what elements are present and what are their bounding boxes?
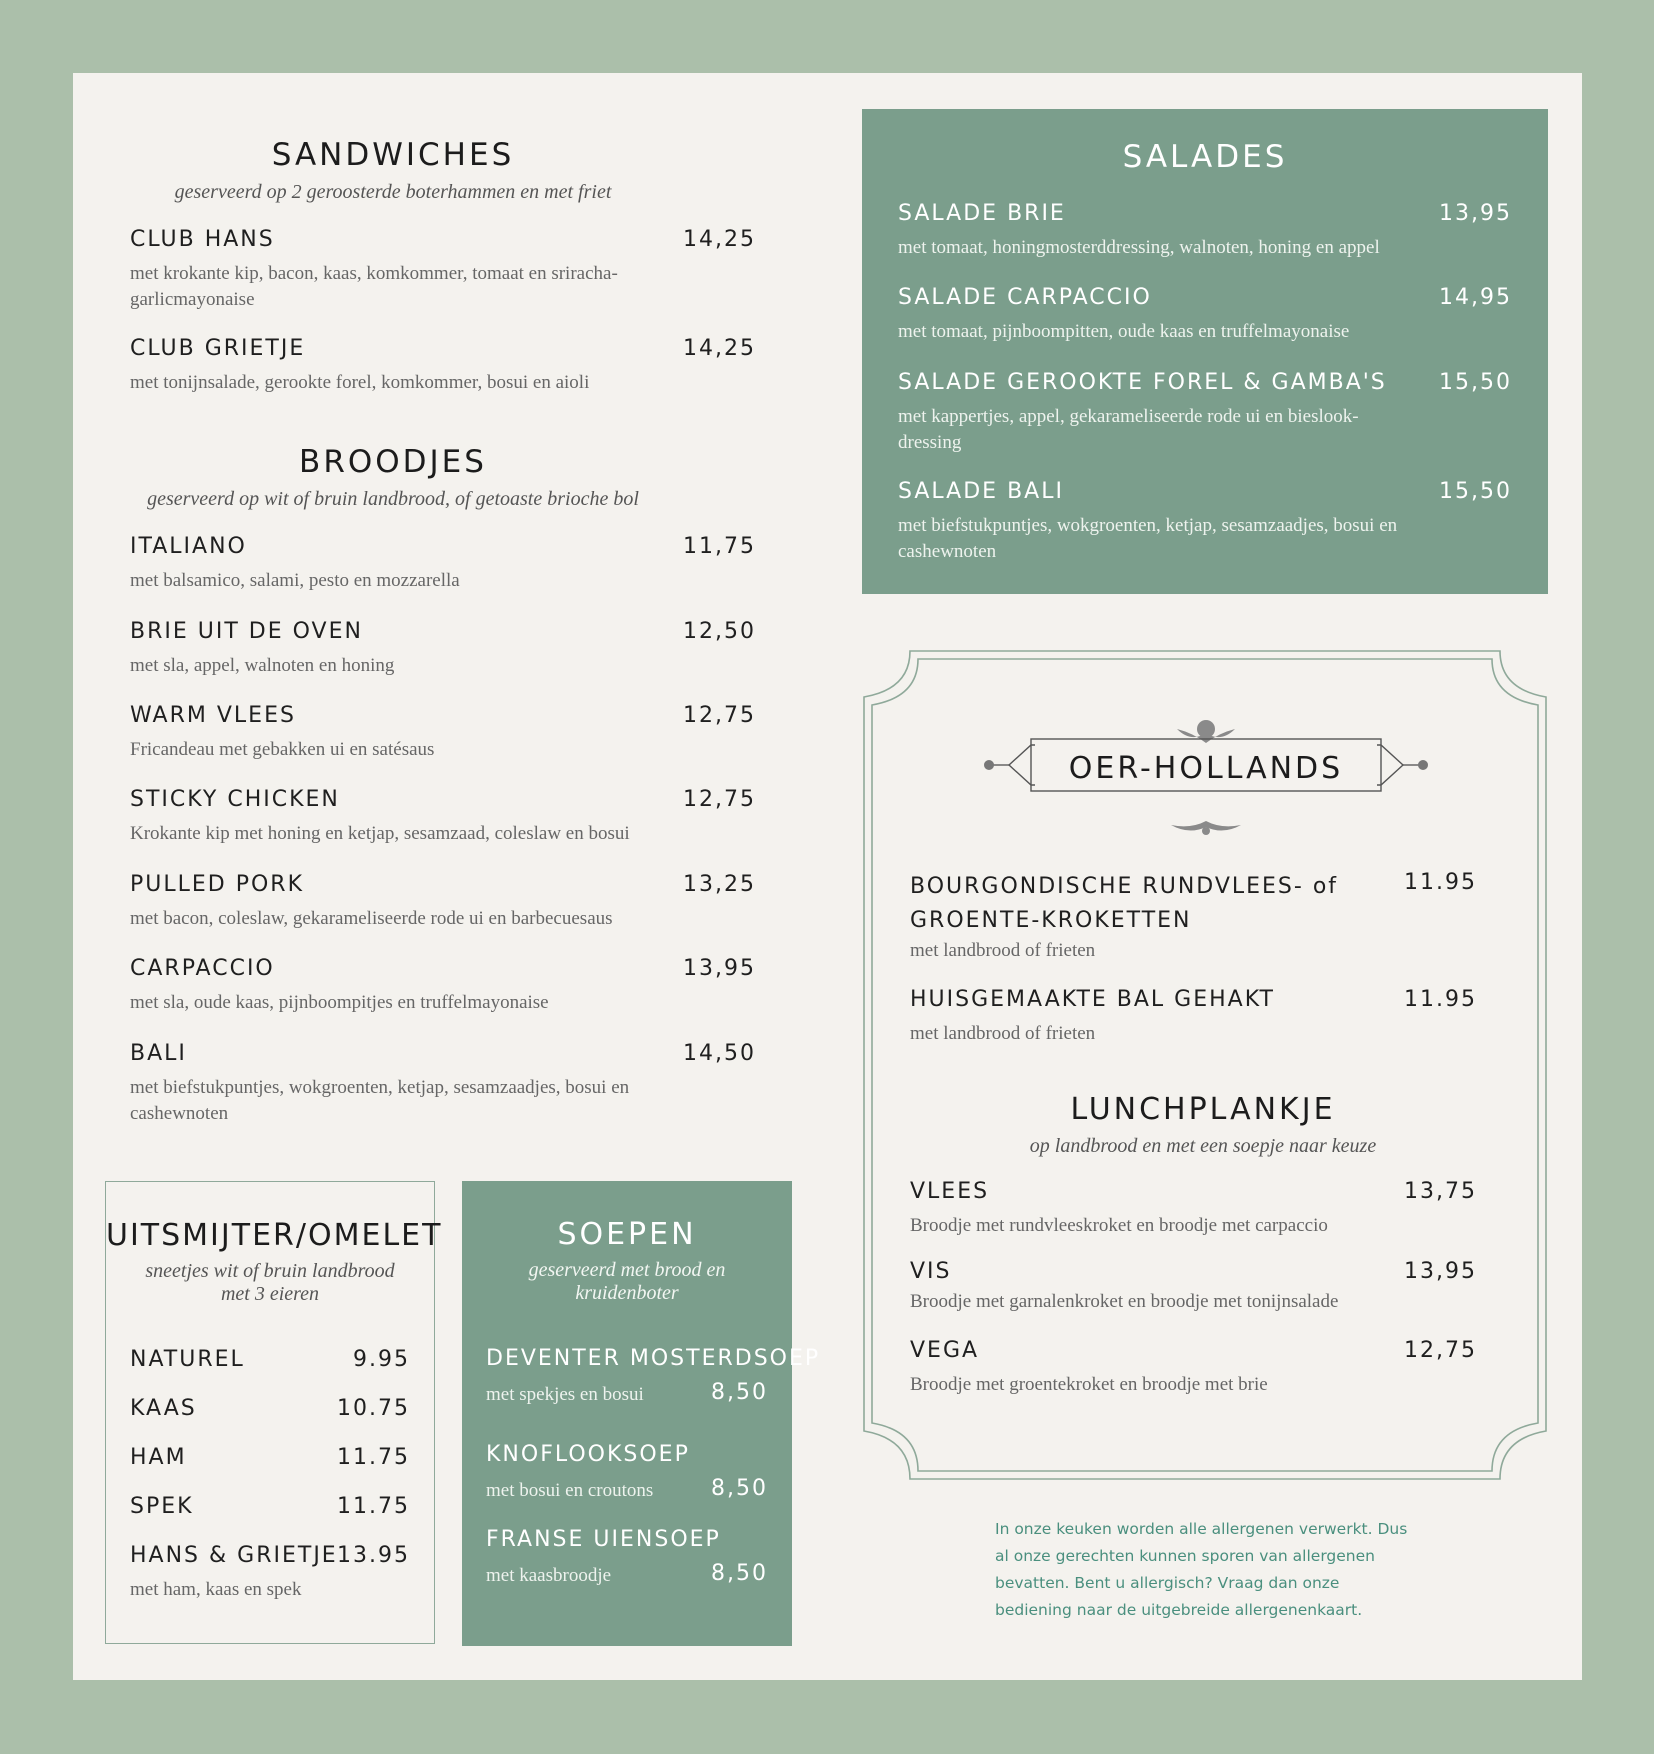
item-name: DEVENTER MOSTERDSOEP bbox=[486, 1346, 821, 1371]
item-name: HUISGEMAAKTE BAL GEHAKT bbox=[910, 987, 1275, 1012]
item-name: SALADE BALI bbox=[898, 479, 1064, 504]
item-price: 15,50 bbox=[1439, 370, 1512, 395]
item-name: FRANSE UIENSOEP bbox=[486, 1527, 721, 1552]
salades-panel bbox=[862, 109, 1548, 594]
item-description: met bosui en croutons bbox=[486, 1480, 654, 1501]
item-name: SALADE GEROOKTE FOREL & GAMBA'S bbox=[898, 370, 1387, 395]
soepen-panel bbox=[462, 1181, 821, 1646]
item-price: 8,50 bbox=[711, 1561, 768, 1586]
item-name: VEGA bbox=[910, 1338, 980, 1363]
item-description: met biefstukpuntjes, wokgroenten, ketjap, sesamzaadjes, bosui en cashewnoten bbox=[130, 1077, 630, 1124]
broodjes-title: BROODJES bbox=[299, 444, 487, 480]
item-price: 14,25 bbox=[683, 227, 756, 252]
item-price: 9.95 bbox=[353, 1347, 410, 1372]
item-price: 13,25 bbox=[683, 872, 756, 897]
item-description: met balsamico, salami, pesto en mozzarella bbox=[130, 570, 460, 591]
uitsmijter-box bbox=[105, 1181, 443, 1644]
item-description: met sla, appel, walnoten en honing bbox=[130, 655, 395, 676]
sandwiches-title: SANDWICHES bbox=[271, 137, 515, 173]
sandwiches-subtitle: geserveerd op 2 geroosterde boterhammen en met friet bbox=[174, 181, 612, 203]
soepen-subtitle: geserveerd met brood en kruidenboter bbox=[528, 1259, 726, 1304]
allergy-note: In onze keuken worden alle allergenen verwerkt. Dus al onze gerechten kunnen sporen van allergenen bevatten. Bent u allergisch? Vraag dan onze bediening naar de uitgebreide allergenenkaart. bbox=[995, 1520, 1408, 1619]
item-name: VLEES bbox=[910, 1179, 990, 1204]
item-name: VIS bbox=[910, 1259, 952, 1284]
item-description: Broodje met groentekroket en broodje met brie bbox=[910, 1374, 1268, 1395]
item-description: Krokante kip met honing en ketjap, sesamzaad, coleslaw en bosui bbox=[130, 823, 630, 844]
item-price: 14,95 bbox=[1439, 285, 1512, 310]
item-name: CLUB GRIETJE bbox=[130, 336, 306, 361]
item-name: NATUREL bbox=[130, 1347, 245, 1372]
item-price: 8,50 bbox=[711, 1476, 768, 1501]
item-price: 12,50 bbox=[683, 619, 756, 644]
lunchplankje-title: LUNCHPLANKJE bbox=[1070, 1092, 1336, 1127]
item-price: 14,50 bbox=[683, 1041, 756, 1066]
item-description: met tomaat, honingmosterddressing, walnoten, honing en appel bbox=[898, 237, 1380, 258]
item-price: 11,75 bbox=[683, 534, 756, 559]
item-description: Broodje met rundvleeskroket en broodje met carpaccio bbox=[910, 1215, 1328, 1236]
item-price: 11.75 bbox=[337, 1494, 410, 1519]
item-description: met bacon, coleslaw, gekarameliseerde rode ui en barbecuesaus bbox=[130, 908, 613, 929]
item-name: SALADE CARPACCIO bbox=[898, 285, 1152, 310]
menu-card bbox=[73, 73, 1582, 1680]
item-description: met sla, oude kaas, pijnboompitjes en truffelmayonaise bbox=[130, 992, 549, 1013]
oer-hollands-title: OER-HOLLANDS bbox=[1068, 751, 1344, 786]
item-description: met tonijnsalade, gerookte forel, komkommer, bosui en aioli bbox=[130, 372, 590, 393]
item-name: ITALIANO bbox=[130, 534, 247, 559]
item-name: KAAS bbox=[130, 1396, 197, 1421]
item-description: met landbrood of frieten bbox=[910, 940, 1096, 961]
item-description: met krokante kip, bacon, kaas, komkommer, tomaat en sriracha-garlicmayonaise bbox=[130, 263, 618, 310]
item-name: PULLED PORK bbox=[130, 872, 305, 897]
item-name: CARPACCIO bbox=[130, 956, 275, 981]
item-price: 13,95 bbox=[1439, 201, 1512, 226]
item-description: met kappertjes, appel, gekarameliseerde rode ui en bieslook-dressing bbox=[898, 406, 1359, 453]
item-name: HAM bbox=[130, 1445, 187, 1470]
item-price: 12,75 bbox=[683, 703, 756, 728]
lunchplankje-subtitle: op landbrood en met een soepje naar keuze bbox=[1029, 1135, 1377, 1157]
broodjes-subtitle: geserveerd op wit of bruin landbrood, of getoaste brioche bol bbox=[147, 488, 639, 510]
item-name: SPEK bbox=[130, 1494, 194, 1519]
item-description: Broodje met garnalenkroket en broodje met tonijnsalade bbox=[910, 1291, 1339, 1312]
item-name: BOURGONDISCHE RUNDVLEES- of GROENTE-KROKETTEN bbox=[910, 874, 1339, 933]
item-description: met ham, kaas en spek bbox=[130, 1579, 302, 1600]
item-name: STICKY CHICKEN bbox=[130, 787, 340, 812]
soepen-title: SOEPEN bbox=[557, 1217, 697, 1252]
item-name: WARM VLEES bbox=[130, 703, 296, 728]
item-price: 12,75 bbox=[1404, 1338, 1477, 1363]
uitsmijter-subtitle: sneetjes wit of bruin landbrood met 3 eieren bbox=[145, 1260, 395, 1305]
item-price: 13,95 bbox=[683, 956, 756, 981]
item-name: KNOFLOOKSOEP bbox=[486, 1442, 690, 1467]
item-description: met tomaat, pijnboompitten, oude kaas en truffelmayonaise bbox=[898, 321, 1350, 342]
item-price: 13,75 bbox=[1404, 1179, 1477, 1204]
item-price: 13,95 bbox=[1404, 1259, 1477, 1284]
item-name: HANS & GRIETJE bbox=[130, 1543, 338, 1568]
item-description: met landbrood of frieten bbox=[910, 1023, 1096, 1044]
item-description: Fricandeau met gebakken ui en satésaus bbox=[130, 739, 435, 760]
item-description: met kaasbroodje bbox=[486, 1565, 612, 1586]
item-name: BRIE UIT DE OVEN bbox=[130, 619, 363, 644]
item-name: CLUB HANS bbox=[130, 227, 275, 252]
salades-title: SALADES bbox=[1122, 139, 1288, 175]
item-price: 14,25 bbox=[683, 336, 756, 361]
item-price: 8,50 bbox=[711, 1380, 768, 1405]
item-price: 10.75 bbox=[337, 1396, 410, 1421]
item-name: BALI bbox=[130, 1041, 187, 1066]
item-price: 11.95 bbox=[1404, 987, 1477, 1012]
item-description: met biefstukpuntjes, wokgroenten, ketjap, sesamzaadjes, bosui en cashewnoten bbox=[898, 515, 1398, 562]
item-price: 11.95 bbox=[1404, 870, 1477, 895]
item-price: 12,75 bbox=[683, 787, 756, 812]
item-description: met spekjes en bosui bbox=[486, 1384, 644, 1405]
item-price: 13.95 bbox=[337, 1543, 410, 1568]
item-price: 11.75 bbox=[337, 1445, 410, 1470]
item-price: 15,50 bbox=[1439, 479, 1512, 504]
item-name: SALADE BRIE bbox=[898, 201, 1066, 226]
uitsmijter-title: UITSMIJTER/OMELET bbox=[106, 1218, 443, 1253]
